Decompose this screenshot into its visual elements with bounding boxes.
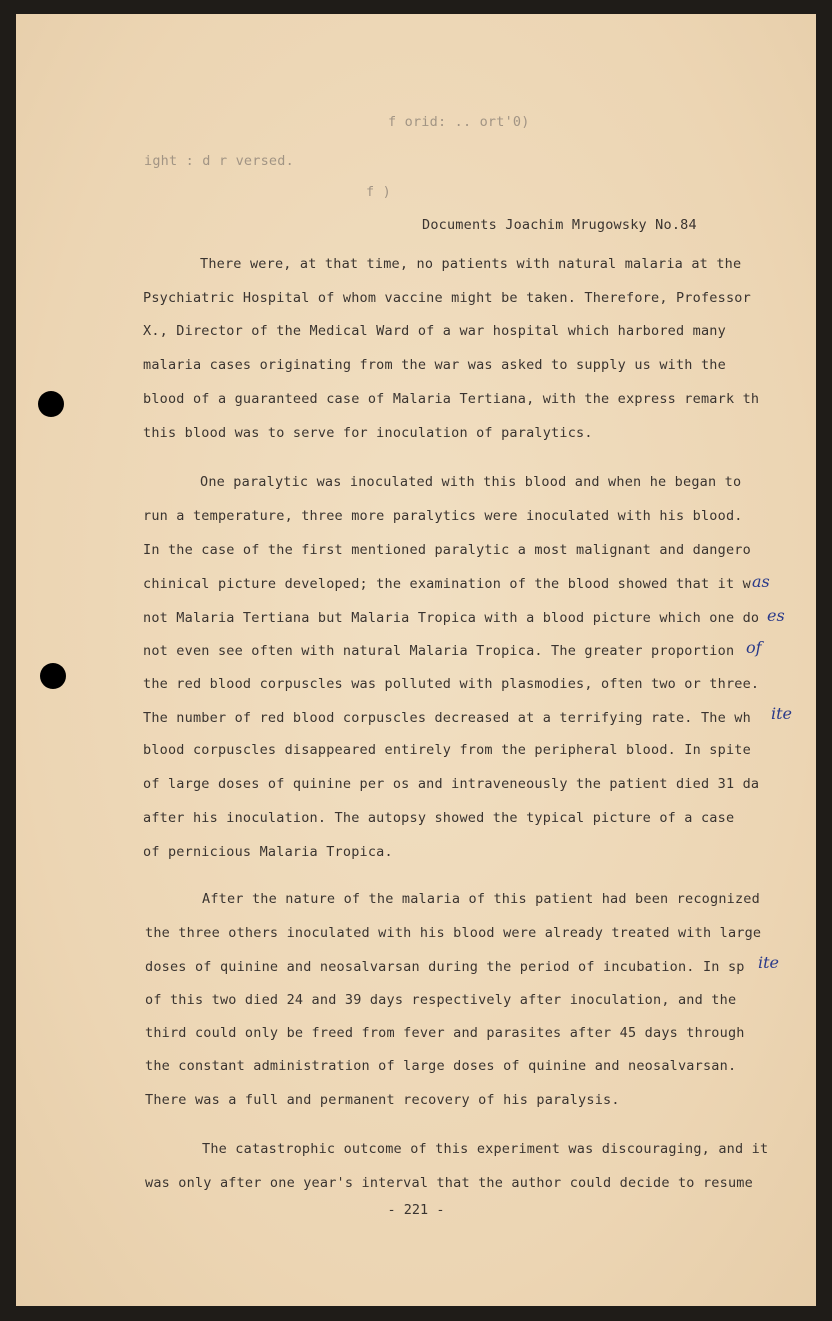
body-line: blood of a guaranteed case of Malaria Tertiana, with the express remark th [143, 391, 760, 407]
body-line: of large doses of quinine per os and intraveneously the patient died 31 da [143, 776, 760, 792]
body-line: One paralytic was inoculated with this blood and when he began to [200, 474, 742, 490]
handwritten-correction-of: of [746, 638, 762, 657]
body-line: run a temperature, three more paralytics were inoculated with his blood. [143, 508, 743, 524]
header-faded-line-1: f orid: .. ort'0) [388, 114, 530, 130]
body-line: In the case of the first mentioned paralytic a most malignant and dangero [143, 542, 751, 558]
handwritten-correction-does: es [767, 606, 785, 625]
body-line: doses of quinine and neosalvarsan during the period of incubation. In sp [145, 959, 745, 975]
body-line: The catastrophic outcome of this experiment was discouraging, and it [202, 1141, 769, 1157]
body-line: the three others inoculated with his blood were already treated with large [145, 925, 762, 941]
body-line: There were, at that time, no patients with natural malaria at the [200, 256, 742, 272]
body-line: malaria cases originating from the war was asked to supply us with the [143, 357, 726, 373]
body-line: the constant administration of large doses of quinine and neosalvarsan. [145, 1058, 737, 1074]
header-faded-line-3: f ) [366, 184, 391, 200]
page-number: - 221 - [387, 1202, 445, 1218]
body-line: Psychiatric Hospital of whom vaccine might be taken. Therefore, Professor [143, 290, 751, 306]
body-line: After the nature of the malaria of this patient had been recognized [202, 891, 760, 907]
body-line: not even see often with natural Malaria Tropica. The greater proportion [143, 643, 735, 659]
body-line: this blood was to serve for inoculation of paralytics. [143, 425, 593, 441]
body-line: third could only be freed from fever and parasites after 45 days through [145, 1025, 745, 1041]
body-line: of this two died 24 and 39 days respectively after inoculation, and the [145, 992, 737, 1008]
handwritten-correction-spite: ite [758, 953, 780, 972]
body-line: was only after one year's interval that the author could decide to resume [145, 1175, 753, 1191]
body-line: X., Director of the Medical Ward of a war hospital which harbored many [143, 323, 726, 339]
body-line: chinical picture developed; the examination of the blood showed that it w [143, 576, 751, 592]
punch-hole-upper [38, 391, 64, 417]
body-line: There was a full and permanent recovery of his paralysis. [145, 1092, 620, 1108]
body-line: The number of red blood corpuscles decreased at a terrifying rate. The wh [143, 710, 751, 726]
body-line: the red blood corpuscles was polluted with plasmodies, often two or three. [143, 676, 760, 692]
body-line: of pernicious Malaria Tropica. [143, 844, 393, 860]
document-reference: Documents Joachim Mrugowsky No.84 [422, 217, 697, 233]
document-page [16, 14, 816, 1306]
handwritten-correction-white: ite [771, 704, 793, 723]
header-faded-line-2: ight : d r versed. [144, 153, 294, 169]
handwritten-correction-was: as [752, 572, 770, 591]
body-line: not Malaria Tertiana but Malaria Tropica with a blood picture which one do [143, 610, 760, 626]
body-line: blood corpuscles disappeared entirely from the peripheral blood. In spite [143, 742, 751, 758]
body-line: after his inoculation. The autopsy showed the typical picture of a case [143, 810, 735, 826]
punch-hole-lower [40, 663, 66, 689]
